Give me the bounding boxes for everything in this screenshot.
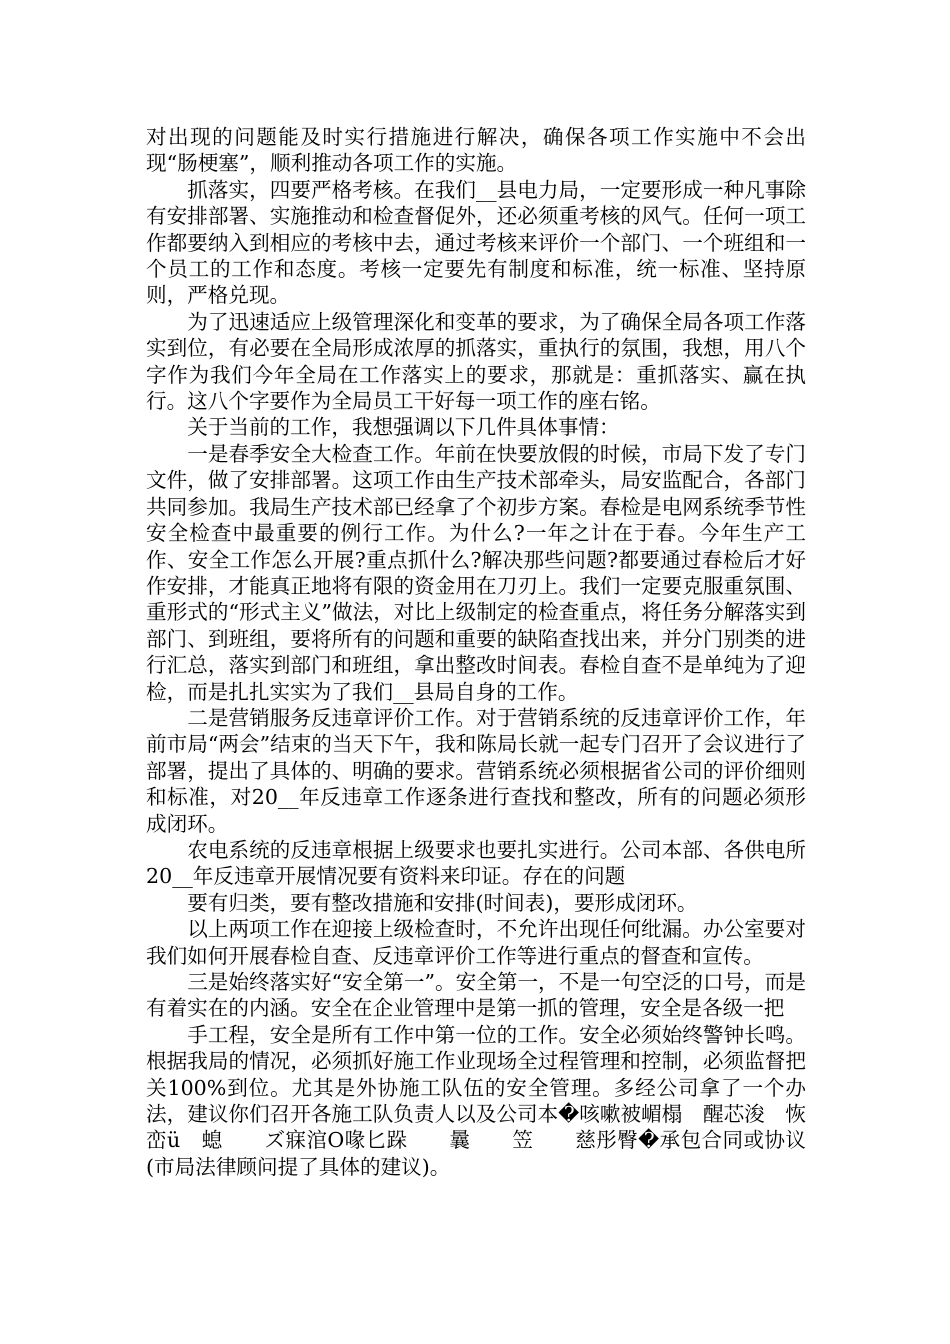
paragraph-6: 二是营销服务反违章评价工作。对于营销系统的反违章评价工作，年前市局“两会”结束的当天下午，我和陈局长就一起专门召开了会议进行了部署，提出了具体的、明确的要求。营销系统必须根据省公司的评价细则和标准，对20__年反违章工作逐条进行查找和整改，所有的问题必须形成闭环。 <box>146 705 806 836</box>
paragraph-5: 一是春季安全大检查工作。年前在快要放假的时候，市局下发了专门文件，做了安排部署。这项工作由生产技术部牵头，局安监配合，各部门共同参加。我局生产技术部已经拿了个初步方案。春检是电网系统季节性安全检查中最重要的例行工作。为什么?一年之计在于春。今年生产工作、安全工作怎么开展?重点抓什么?解决那些问题?都要通过春检后才好作安排，才能真正地将有限的资金用在刀刃上。我们一定要克服重氛围、重形式的“形式主义”做法，对比上级制定的检查重点，将任务分解落实到部门、到班组，要将所有的问题和重要的缺陷查找出来，并分门别类的进行汇总，落实到部门和班组，拿出整改时间表。春检自查不是单纯为了迎检，而是扎扎实实为了我们__县局自身的工作。 <box>146 441 806 704</box>
paragraph-8: 要有归类，要有整改措施和安排(时间表)，要形成闭环。 <box>187 890 698 915</box>
paragraph-4: 关于当前的工作，我想强调以下几件具体事情： <box>187 415 620 440</box>
paragraph-7: 农电系统的反违章根据上级要求也要扎实进行。公司本部、各供电所20__年反违章开展情况要有资料来印证。存在的问题 <box>146 837 806 889</box>
document-page <box>146 124 806 1180</box>
paragraph-9: 以上两项工作在迎接上级检查时，不允许出现任何纰漏。办公室要对我们如何开展春检自查、反违章评价工作等进行重点的督查和宣传。 <box>146 917 806 968</box>
paragraph-1: 对出现的问题能及时实行措施进行解决，确保各项工作实施中不会出现“肠梗塞”，顺利推动各项工作的实施。 <box>146 125 806 176</box>
paragraph-3: 为了迅速适应上级管理深化和变革的要求，为了确保全局各项工作落实到位，有必要在全局形成浓厚的抓落实，重执行的氛围，我想，用八个字作为我们今年全局在工作落实上的要求，那就是：重抓落实、赢在执行。这八个字要作为全局员工干好每一项工作的座右铭。 <box>146 309 806 414</box>
paragraph-2: 抓落实，四要严格考核。在我们__县电力局，一定要形成一种凡事除有安排部署、实施推动和检查督促外，还必须重考核的风气。任何一项工作都要纳入到相应的考核中去，通过考核来评价一个部门、一个班组和一个员工的工作和态度。考核一定要先有制度和标准，统一标准、坚持原则，严格兑现。 <box>146 177 806 308</box>
paragraph-10: 三是始终落实好“安全第一”。安全第一，不是一句空泛的口号，而是有着实在的内涵。安全在企业管理中是第一抓的管理，安全是各级一把 <box>146 970 806 1021</box>
paragraph-11: 手工程，安全是所有工作中第一位的工作。安全必须始终警钟长鸣。根据我局的情况，必须抓好施工作业现场全过程管理和控制，必须监督把关100%到位。尤其是外协施工队伍的安全管理。多经公司拿了一个办法，建议你们召开各施工队负责人以及公司本�咳嗽被嵋榻 醒芯浚 恢峦ü 螅 ズ寐涫О喙匕跺 曩 笠 慈彤臀�承包合同或协议(市局法律顾问提了具体的建议)。 <box>146 1022 806 1179</box>
